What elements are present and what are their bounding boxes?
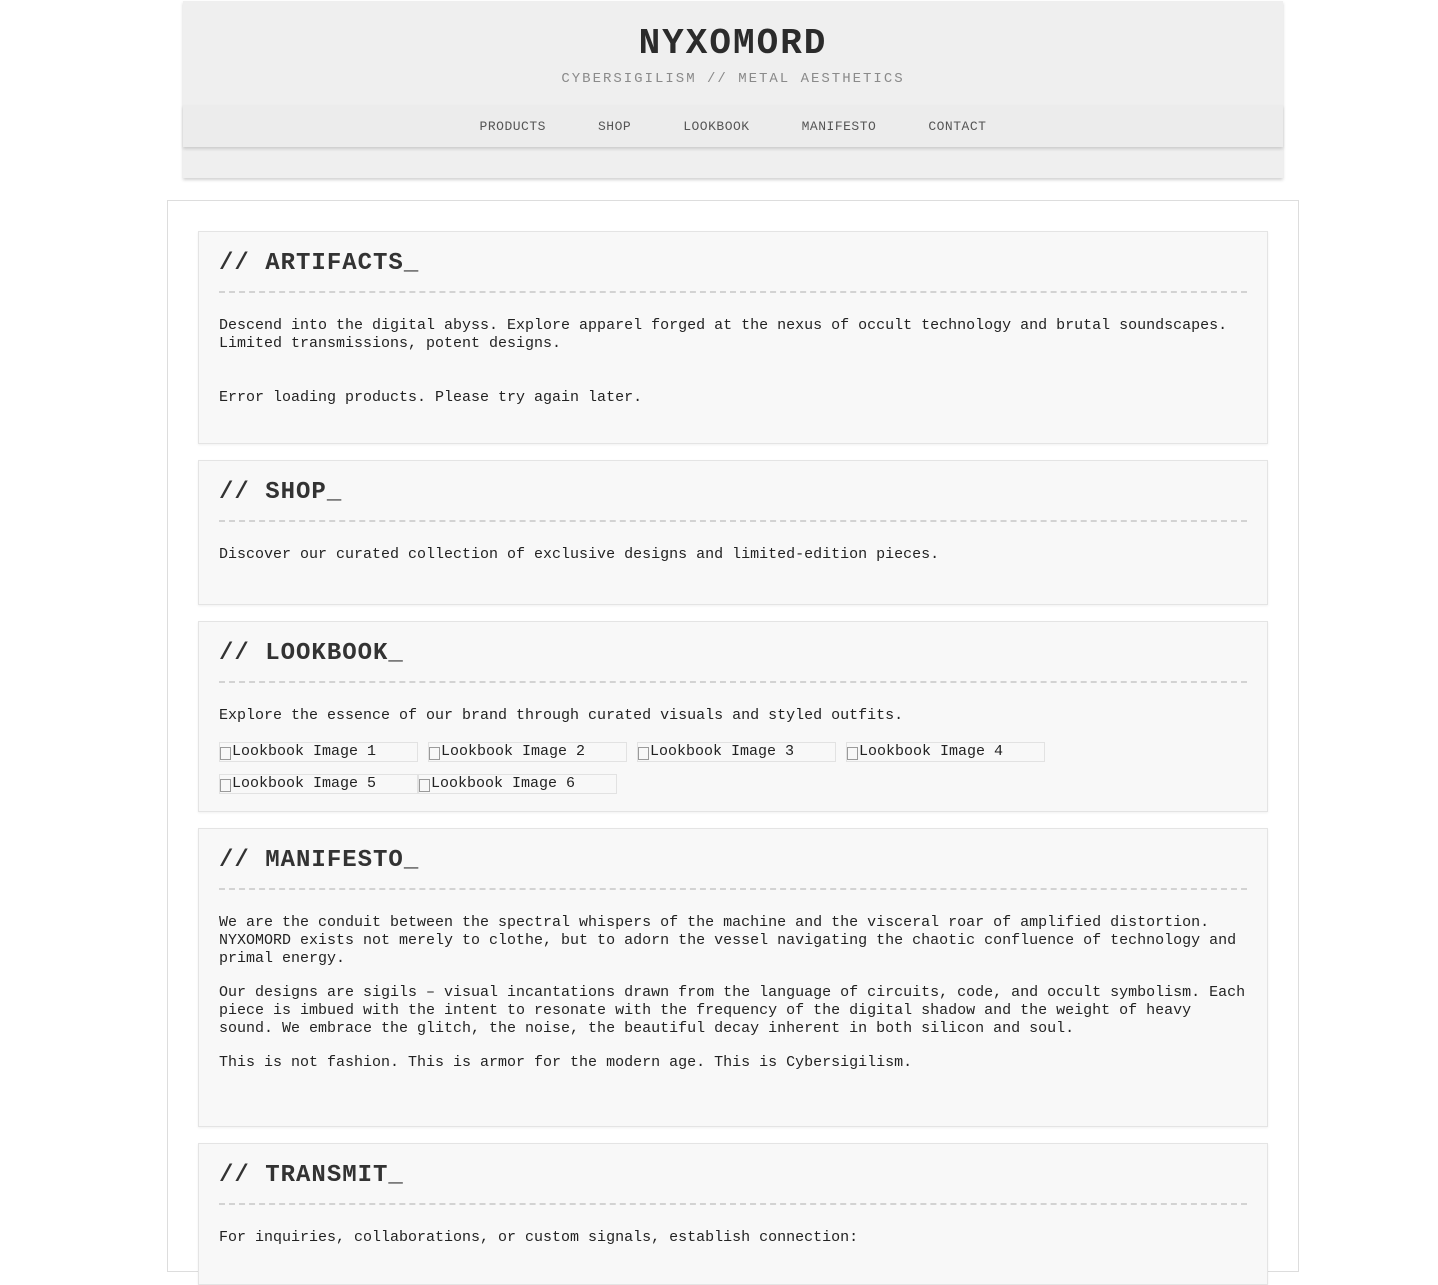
broken-image-icon	[419, 779, 430, 792]
nav-link-manifesto[interactable]: MANIFESTO	[801, 118, 877, 134]
lookbook-image[interactable]: Lookbook Image 6	[418, 774, 617, 794]
section-shop	[198, 460, 1268, 605]
lookbook-title: // LOOKBOOK_	[219, 622, 1247, 683]
artifacts-error: Error loading products. Please try again later.	[219, 389, 643, 406]
main-content	[167, 200, 1299, 1272]
manifesto-paragraph: Our designs are sigils – visual incantations drawn from the language of circuits, code, and occult symbolism. Each piece is imbued with the intent to resonate with the frequency of the digital shadow and the weight of heavy sound. We embrace the glitch, the noise, the beautiful decay inherent in both silicon and soul.	[219, 984, 1246, 1037]
broken-image-icon	[429, 747, 440, 760]
broken-image-icon	[638, 747, 649, 760]
lookbook-image[interactable]: Lookbook Image 2	[428, 742, 627, 762]
artifacts-intro: Descend into the digital abyss. Explore apparel forged at the nexus of occult technology and brutal soundscapes. Limited transmissions, potent designs.	[219, 317, 1228, 352]
brand-tagline: CYBERSIGILISM // METAL AESTHETICS	[561, 71, 905, 87]
brand-logo[interactable]: NYXOMORD	[638, 23, 828, 64]
section-artifacts	[198, 231, 1268, 444]
nav-link-contact[interactable]: CONTACT	[928, 118, 987, 134]
lookbook-image[interactable]: Lookbook Image 1	[219, 742, 418, 762]
manifesto-paragraph: We are the conduit between the spectral whispers of the machine and the visceral roar of amplified distortion. NYXOMORD exists not merely to clothe, but to adorn the vessel navigating the chaotic confluence of technology and primal energy.	[219, 914, 1237, 967]
section-manifesto	[198, 828, 1268, 1127]
main-nav	[183, 105, 1283, 147]
site-header	[183, 1, 1283, 178]
section-transmit	[198, 1143, 1268, 1285]
section-lookbook	[198, 621, 1268, 812]
manifesto-paragraph: This is not fashion. This is armor for the modern age. This is Cybersigilism.	[219, 1054, 913, 1071]
nav-link-products[interactable]: PRODUCTS	[479, 118, 546, 134]
broken-image-icon	[847, 747, 858, 760]
lookbook-image[interactable]: Lookbook Image 3	[637, 742, 836, 762]
nav-link-lookbook[interactable]: LOOKBOOK	[683, 118, 750, 134]
artifacts-title: // ARTIFACTS_	[219, 232, 1247, 293]
broken-image-icon	[220, 747, 231, 760]
manifesto-title: // MANIFESTO_	[219, 829, 1247, 890]
transmit-intro: For inquiries, collaborations, or custom signals, establish connection:	[219, 1229, 859, 1246]
lookbook-gallery	[219, 742, 1247, 806]
shop-intro: Discover our curated collection of exclusive designs and limited-edition pieces.	[219, 546, 940, 563]
nav-link-shop[interactable]: SHOP	[597, 118, 632, 134]
shop-title: // SHOP_	[219, 461, 1247, 522]
broken-image-icon	[220, 779, 231, 792]
lookbook-image[interactable]: Lookbook Image 5	[219, 774, 418, 794]
lookbook-intro: Explore the essence of our brand through curated visuals and styled outfits.	[219, 707, 904, 724]
transmit-title: // TRANSMIT_	[219, 1144, 1247, 1205]
lookbook-image[interactable]: Lookbook Image 4	[846, 742, 1045, 762]
